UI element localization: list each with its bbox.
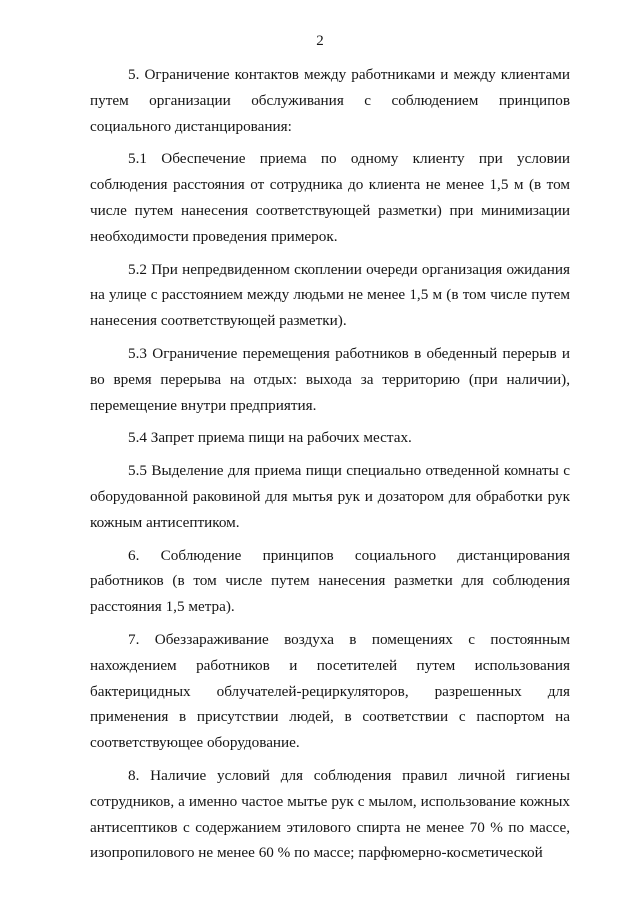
paragraph-7: 7. Обеззараживание воздуха в помещениях с постоянным нахождением работников и посетителей путем использования бактерицидных облучателей-рециркуляторов, разрешенных для применения в присутствии людей, в соответствии с паспортом на соответствующее оборудование. xyxy=(90,630,570,752)
page-number: 2 xyxy=(316,33,324,49)
paragraph-5-2: 5.2 При непредвиденном скоплении очереди организация ожидания на улице с расстоянием между людьми не менее 1,5 м (в том числе путем нанесения соответствующей разметки). xyxy=(90,260,570,330)
paragraph-6: 6. Соблюдение принципов социального дистанцирования работников (в том числе путем нанесения разметки для соблюдения расстояния 1,5 метра). xyxy=(90,546,570,616)
paragraph-8: 8. Наличие условий для соблюдения правил личной гигиены сотрудников, а именно частое мытье рук с мылом, использование кожных антисептиков с содержанием этилового спирта не менее 70 % по массе, изопропилового не менее 60 % по массе; парфюмерно-косметической xyxy=(90,766,570,862)
paragraph-5-3: 5.3 Ограничение перемещения работников в обеденный перерыв и во время перерыва на отдых: выхода за территорию (при наличии), перемещение внутри предприятия. xyxy=(90,344,570,414)
paragraph-5-4: 5.4 Запрет приема пищи на рабочих местах. xyxy=(128,429,412,447)
paragraph-5-5: 5.5 Выделение для приема пищи специально отведенной комнаты с оборудованной раковиной для мытья рук и дозатором для обработки рук кожным антисептиком. xyxy=(90,462,570,531)
document-body xyxy=(90,62,570,873)
paragraph-5: 5. Ограничение контактов между работниками и между клиентами путем организации обслуживания с соблюдением принципов социального дистанцирования: xyxy=(90,66,570,135)
paragraph-5-1: 5.1 Обеспечение приема по одному клиенту при условии соблюдения расстояния от сотрудника до клиента не менее 1,5 м (в том числе путем нанесения соответствующей разметки) при минимизации необходимости проведения примерок. xyxy=(90,150,570,245)
